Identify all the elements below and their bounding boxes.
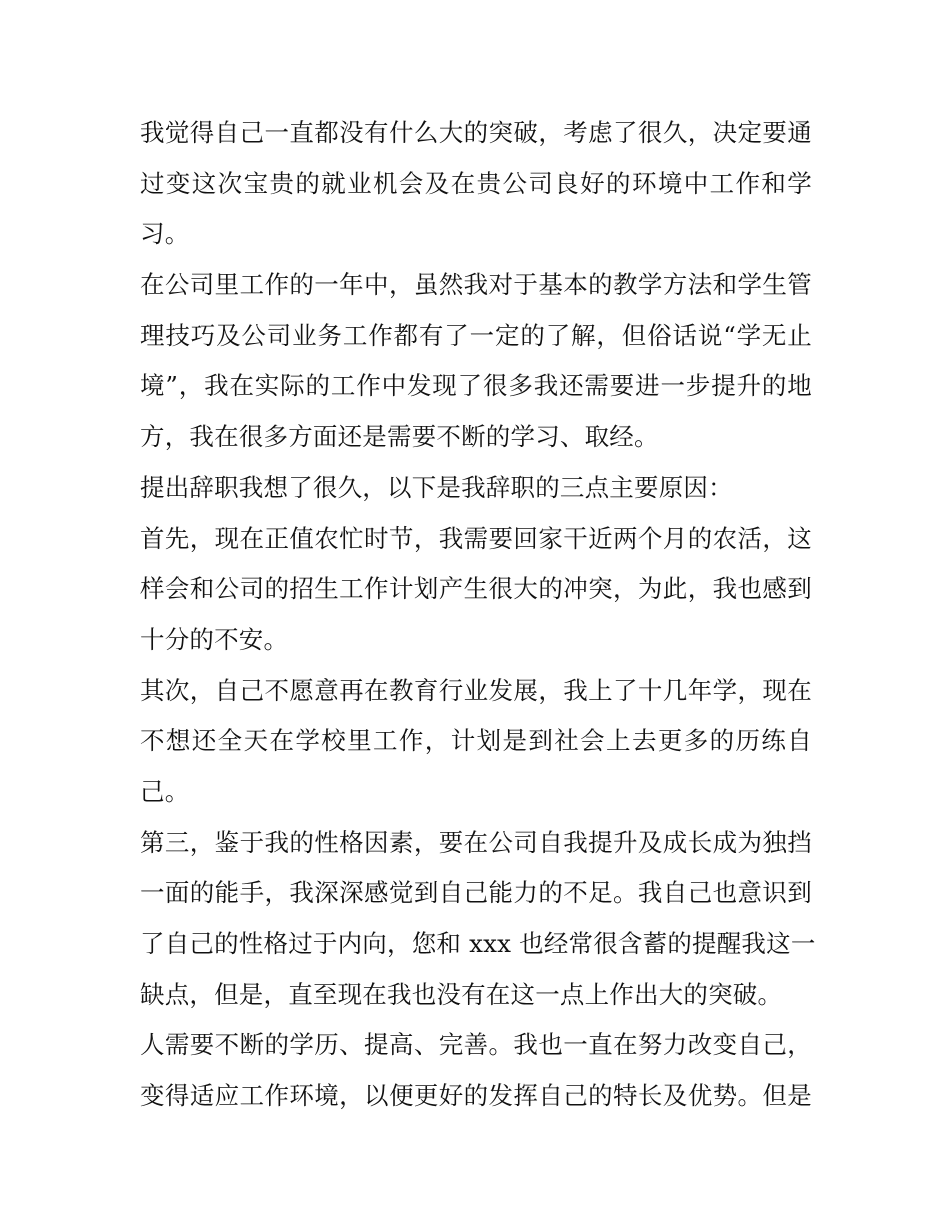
text-line: 人需要不断的学历、提高、完善。我也一直在努力改变自己， bbox=[140, 1030, 812, 1060]
text-line: 习。 bbox=[140, 219, 190, 249]
document-body bbox=[140, 108, 816, 1122]
text-line: 不想还全天在学校里工作，计划是到社会上去更多的历练自 bbox=[140, 726, 812, 756]
text-line: 境”，我在实际的工作中发现了很多我还需要进一步提升的地 bbox=[140, 371, 812, 401]
text-line: 己。 bbox=[140, 776, 190, 806]
text-line: 提出辞职我想了很久，以下是我辞职的三点主要原因： bbox=[140, 472, 733, 502]
text-line: 变得适应工作环境，以便更好的发挥自己的特长及优势。但是 bbox=[140, 1081, 812, 1111]
text-line: 其次，自己不愿意再在教育行业发展，我上了十几年学，现在 bbox=[140, 675, 812, 705]
text-line: 缺点，但是，直至现在我也没有在这一点上作出大的突破。 bbox=[140, 979, 783, 1009]
text-line: 在公司里工作的一年中，虽然我对于基本的教学方法和学生管 bbox=[140, 270, 812, 300]
text-line: 样会和公司的招生工作计划产生很大的冲突，为此，我也感到 bbox=[140, 574, 812, 604]
text-line: 十分的不安。 bbox=[140, 624, 289, 654]
text-line: 首先，现在正值农忙时节，我需要回家干近两个月的农活，这 bbox=[140, 523, 812, 553]
text-line: 过变这次宝贵的就业机会及在贵公司良好的环境中工作和学 bbox=[140, 168, 812, 198]
text-line: 理技巧及公司业务工作都有了一定的了解，但俗话说“学无止 bbox=[140, 320, 812, 350]
text-line: 方，我在很多方面还是需要不断的学习、取经。 bbox=[140, 422, 659, 452]
text-line: 一面的能手，我深深感觉到自己能力的不足。我自己也意识到 bbox=[140, 878, 812, 908]
text-line: 了自己的性格过于内向，您和 xxx 也经常很含蓄的提醒我这一 bbox=[140, 929, 816, 958]
text-line: 第三，鉴于我的性格因素，要在公司自我提升及成长成为独挡 bbox=[140, 827, 812, 857]
text-line: 我觉得自己一直都没有什么大的突破，考虑了很久，决定要通 bbox=[140, 118, 812, 147]
